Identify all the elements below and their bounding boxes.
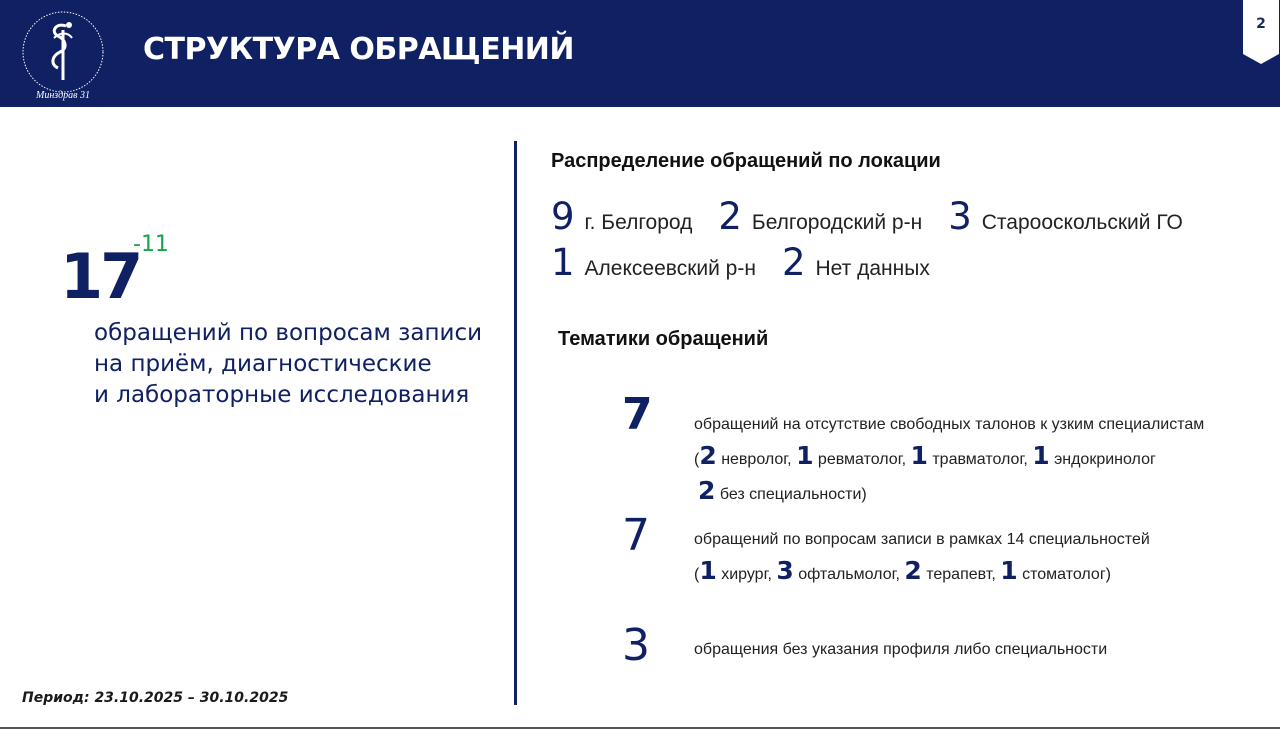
location-count: 2 [781,241,806,284]
breakdown-count: 2 [698,476,716,505]
breakdown-label: эндокринолог [1054,451,1156,468]
location-item [781,241,930,284]
period-label: Период: 23.10.2025 – 30.10.2025 [22,690,289,706]
header-bar [0,0,1280,107]
vertical-divider [514,141,517,705]
breakdown-label: терапевт, [926,566,996,583]
topics-section-title: Тематики обращений [558,328,769,350]
page-title: СТРУКТУРА ОБРАЩЕНИЙ [143,32,575,67]
topic-text: обращений на отсутствие свободных талонов к узким специалистам [694,416,1205,433]
location-item [948,195,1183,238]
topic-text: обращений по вопросам записи в рамках 14 специальностей [694,531,1150,548]
topic-description [694,634,1107,665]
topic-count: 3 [622,620,650,671]
breakdown-count: 1 [1000,556,1018,585]
location-count: 2 [718,195,742,238]
location-item [551,195,693,238]
topic-breakdown: (1 хирург, 3 офтальмолог, 2 терапевт, 1 стоматолог) [694,556,1111,585]
summary-description [94,318,482,411]
breakdown-label: офтальмолог, [798,566,900,583]
location-label: Нет данных [815,257,930,280]
location-row [551,195,1209,238]
location-row [551,241,956,284]
summary-line: на приём, диагностические [94,351,432,377]
topic-description [694,524,1150,590]
topic-count: 7 [622,510,650,561]
svg-text:Минздрав 31: Минздрав 31 [36,90,90,101]
breakdown-label: ревматолог, [817,451,907,468]
location-item [718,195,923,238]
breakdown-label: стоматолог) [1022,566,1111,583]
breakdown-count: 1 [910,441,928,470]
topic-description [694,409,1204,510]
summary-line: обращений по вопросам записи [94,320,483,346]
location-label: г. Белгород [584,211,693,234]
topic-breakdown: (2 невролог, 1 ревматолог, 1 травматолог, 1 эндокринолог [694,441,1156,470]
ministry-logo-icon [14,8,112,102]
topic-breakdown [694,475,1204,510]
location-label: Алексеевский р-н [584,257,756,280]
breakdown-count: 1 [1032,441,1050,470]
breakdown-count: 3 [776,556,794,585]
breakdown-count: 2 [904,556,922,585]
location-label: Белгородский р-н [751,211,923,234]
location-count: 3 [948,195,972,238]
total-delta: -11 [133,232,169,257]
location-item [551,241,756,284]
breakdown-count: 1 [699,556,717,585]
breakdown-label: без специальности) [719,486,867,503]
breakdown-label: хирург, [721,566,772,583]
location-count: 9 [551,195,575,238]
breakdown-label: невролог, [721,451,792,468]
location-count: 1 [551,241,575,284]
breakdown-count: 1 [796,441,814,470]
topic-count: 7 [622,389,653,440]
page-number: 2 [1256,16,1266,32]
topic-text: обращения без указания профиля либо специальности [694,641,1108,658]
breakdown-label: травматолог, [932,451,1028,468]
page-number-badge [1243,0,1279,64]
summary-line: и лабораторные исследования [94,382,470,408]
location-label: Старооскольский ГО [981,211,1183,234]
total-count: 17 [60,240,141,313]
location-section-title: Распределение обращений по локации [551,150,941,172]
breakdown-count: 2 [699,441,717,470]
